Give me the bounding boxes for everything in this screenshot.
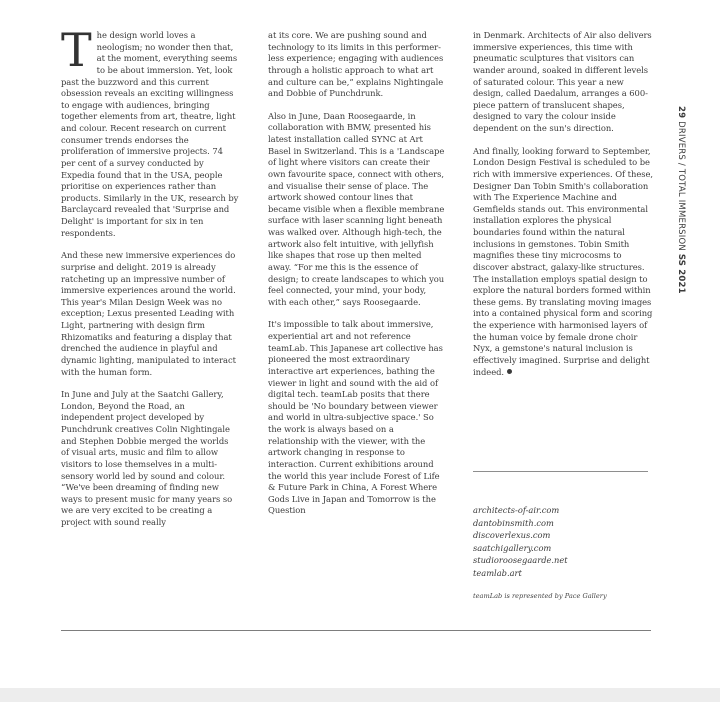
paragraph-text: he design world loves a neologism; no wonder then that, at the moment, everything seems to be about immersion. Yet, look past the buzzword and this current obsession reveals an exciting willingness to engage with audiences, bringing together elements from art, theatre, light and colour. Recent research on current consumer trends endorses the proliferation of immersive projects. 74 per cent of a survey conducted by Expedia found that in the USA, people prioritise on experiences rather than products. Similarly in the UK, research by Barclaycard revealed that 'Surprise and Delight' is important for six in ten respondents. [61,30,239,238]
paragraph: at its core. We are pushing sound and technology to its limits in this performer-less experience; engaging with audiences through a holistic approach to what art and culture can be,” explains Nightingale and Dobbie of Punchdrunk. [268,30,444,99]
divider [473,471,648,472]
link[interactable]: discoverlexus.com [473,530,551,541]
paragraph [61,23,239,239]
paragraph: in Denmark. Architects of Air also delivers immersive experiences, this time with pneumatic sculptures that visitors can wander around, soaked in different levels of saturated colour. This year a new design, called Daedalum, arranges a 600-piece pattern of translucent shapes, designed to vary the colour inside dependent on the sun's direction. [473,30,652,133]
paragraph: And these new immersive experiences do surprise and delight. 2019 is already ratcheting up an impressive number of immersive experiences around the world. This year's Milan Design Week was no exception; Lexus presented Leading with Light, partnering with design firm Rhizomatiks and featuring a display that drenched the audience in playful and dynamic lighting, manipulated to interact with the human form. [61,250,236,377]
paragraph: In June and July at the Saatchi Gallery, London, Beyond the Road, an independent project developed by Punchdrunk creatives Colin Nightingale and Stephen Dobbie merged the worlds of visual arts, music and film to allow visitors to lose themselves in a multi-sensory world led by sound and colour. “We've been dreaming of finding new ways to present music for many years so we are very excited to be creating a project with sound really [61,389,233,527]
paragraph-text: And finally, looking forward to September, London Design Festival is scheduled to be rich with immersive experiences. Of these, Designer Dan Tobin Smith's collaboration with The Experience Machine and Gemfields stands out. This environmental installation explores the physical boundaries found within the natural inclusions in gemstones. Tobin Smith magnifies these tiny microcosms to discover abstract, galaxy-like structures. The installation employs spatial design to explore the natural borders formed within these gems. By translating moving images into a contained physical form and scoring the experience with harmonised layers of the human voice by female drone choir Nyx, a gemstone's natural inclusion is effectively imagined. Surprise and delight indeed. [473,145,654,377]
image-credit: teamLab is represented by Pace Gallery [473,592,607,600]
bottom-band [0,688,720,702]
issue-label: SS 2021 [676,253,686,294]
link[interactable]: studioroosegaarde.net [473,555,568,566]
article-column-1 [61,23,239,540]
link[interactable]: teamlab.art [473,567,522,578]
article-column-3 [473,30,653,389]
reference-links [473,504,653,580]
section-title: DRIVERS / TOTAL IMMERSION [676,121,686,251]
running-head-text [676,106,686,294]
drop-cap: T [61,23,92,77]
link[interactable]: architects-of-air.com [473,505,560,515]
page-number: 29 [676,106,686,119]
running-head [672,106,686,296]
paragraph: It's impossible to talk about immersive, experiential art and not reference teamLab. This Japanese art collective has pioneered the most extraordinary interactive art experiences, bathing the viewer in light and sound with the aid of digital tech. teamLab posits that there should be 'No boundary between viewer and world in ultra-subjective space.' So the work is always based on a relationship with the viewer, with the artwork changing in response to interaction. Current exhibitions around the world this year include Forest of Life & Future Park in China, A Forest Where Gods Live in Japan and Tomorrow is the Question [268,319,443,516]
link[interactable]: saatchigallery.com [473,542,552,553]
paragraph [473,146,653,379]
page-divider [61,630,651,631]
link[interactable]: dantobinsmith.com [473,517,554,528]
paragraph: Also in June, Daan Roosegaarde, in collaboration with BMW, presented his latest installation called SYNC at Art Basel in Switzerland. This is a 'Landscape of light where visitors can create their own favourite space, connect with others, and visualise their sense of place. The artwork showed contour lines that became visible when a flexible membrane surface with laser scanning light beneath was walked over. Although high-tech, the artwork also felt intuitive, with jellyfish like shapes that rose up then melted away. “For me this is the essence of design; to create landscapes to which you feel connected, your mind, your body, with each other,” says Roosegaarde. [268,110,445,307]
article-column-2 [268,30,446,528]
end-mark-icon [507,369,512,374]
